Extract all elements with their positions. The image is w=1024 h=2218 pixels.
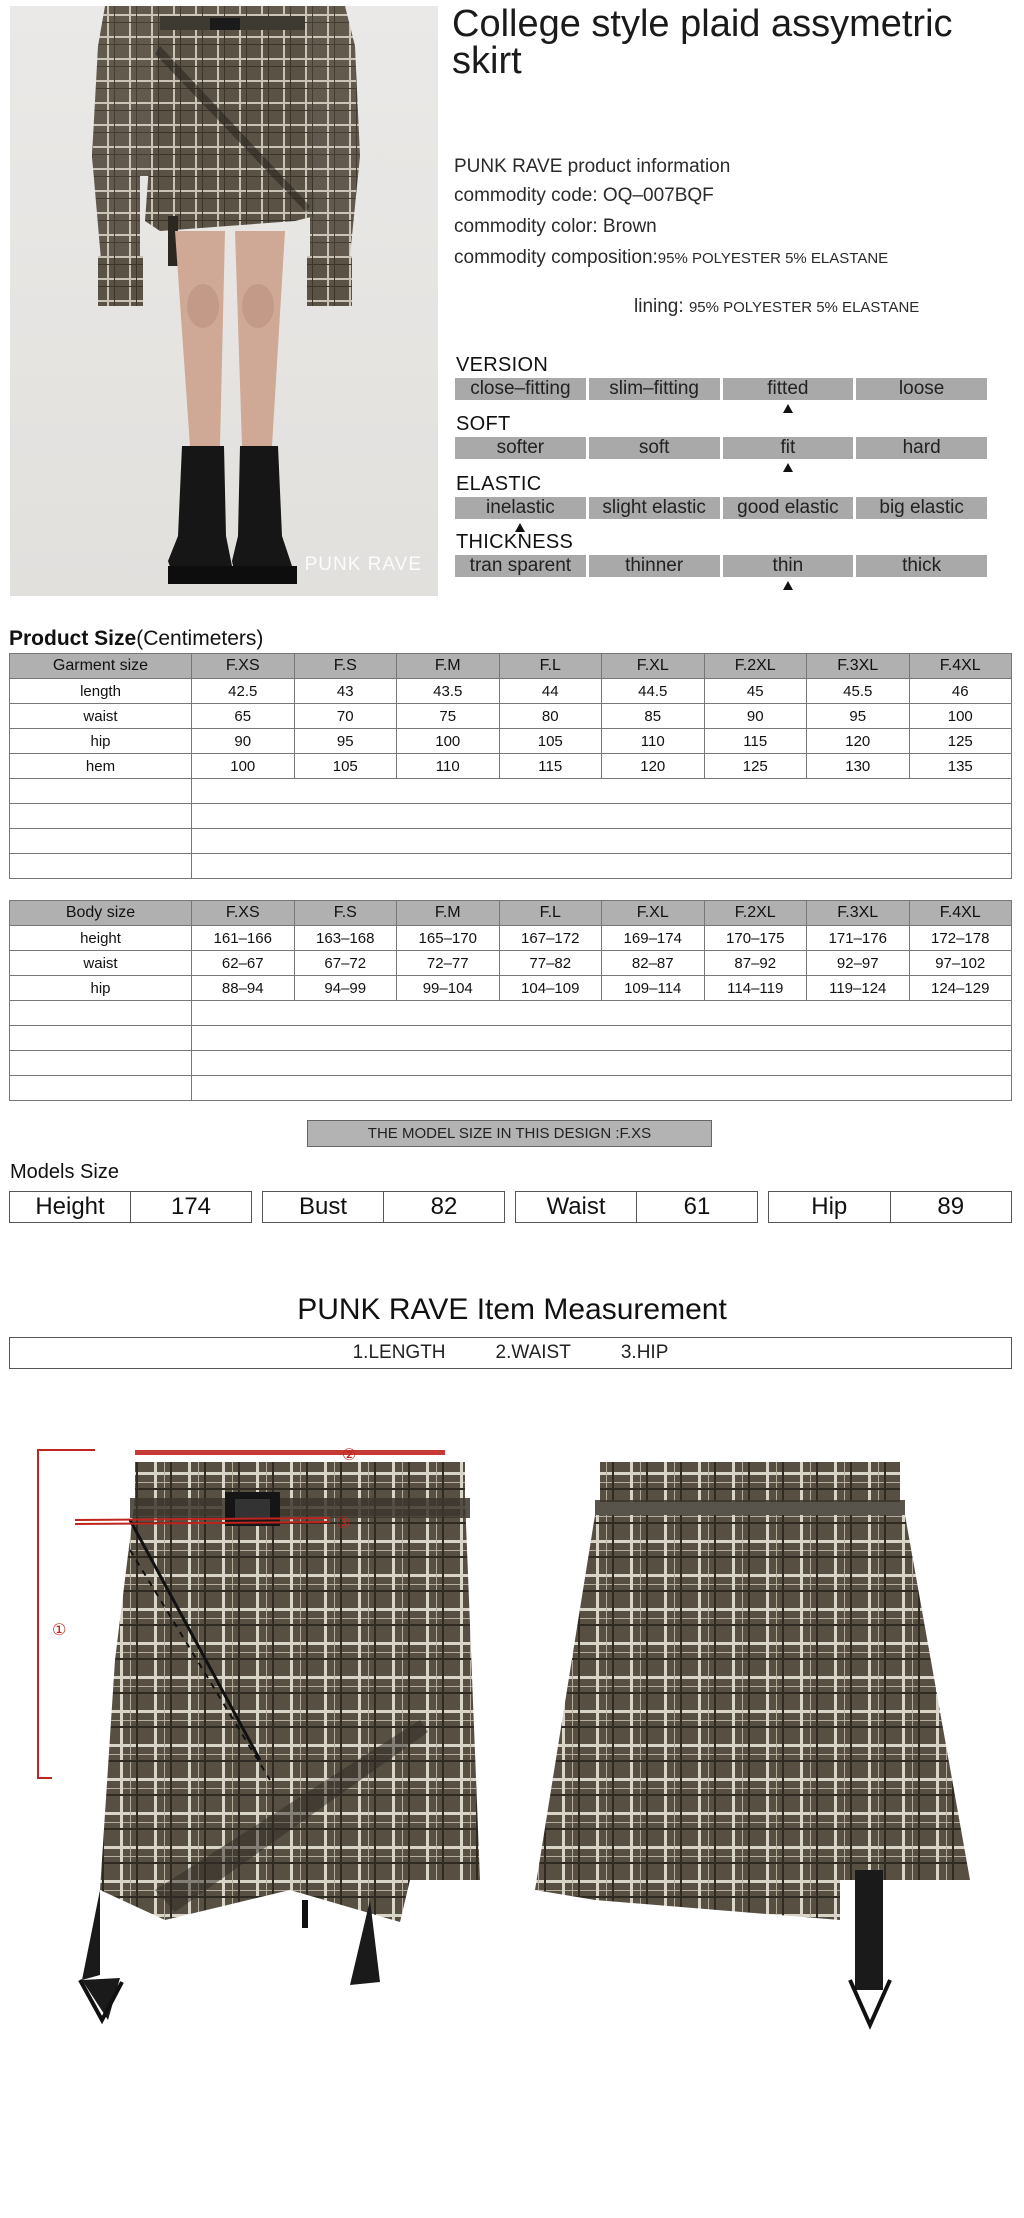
table-cell: 44: [499, 679, 602, 704]
model-hip-box: [768, 1191, 1012, 1223]
selected-marker-icon: [783, 404, 793, 413]
measurement-legend: [9, 1337, 1012, 1369]
feature-option: fit: [723, 437, 854, 459]
empty-table-row: [10, 1051, 1012, 1076]
table-cell: 165–170: [397, 926, 500, 951]
table-row: [10, 679, 1012, 704]
lining-value: 95% POLYESTER 5% ELASTANE: [688, 299, 920, 316]
skirt-drawings: [40, 1447, 1000, 2100]
table-cell: 62–67: [192, 951, 295, 976]
model-waist-label: Waist: [546, 1193, 606, 1220]
model-height-value: 174: [130, 1192, 251, 1222]
feature-option: good elastic: [723, 497, 854, 519]
table-cell: 67–72: [294, 951, 397, 976]
model-illustration: [10, 6, 438, 596]
feature-title-soft: SOFT: [456, 413, 511, 435]
product-size-unit: (Centimeters): [136, 627, 264, 650]
feature-option: thinner: [589, 555, 720, 577]
feature-option: slight elastic: [589, 497, 720, 519]
table-cell: 99–104: [397, 976, 500, 1001]
feature-option: close–fitting: [455, 378, 586, 400]
code-label: commodity code:: [454, 185, 598, 206]
skirt-back: [535, 1462, 970, 2025]
models-size-title: Models Size: [10, 1161, 119, 1183]
garment-size-table: [9, 653, 1012, 879]
table-header-cell: F.L: [499, 654, 602, 679]
marker-waist: ②: [342, 1447, 357, 1464]
table-header-cell: F.XL: [602, 654, 705, 679]
table-header-cell: F.2XL: [704, 901, 807, 926]
table-cell: 110: [602, 729, 705, 754]
table-cell: 125: [909, 729, 1012, 754]
table-cell: 115: [499, 754, 602, 779]
measurement-title: PUNK RAVE Item Measurement: [297, 1293, 727, 1326]
feature-title-elastic: ELASTIC: [456, 473, 542, 495]
commodity-code: [454, 185, 714, 207]
commodity-composition: [454, 247, 888, 269]
table-cell: 92–97: [807, 951, 910, 976]
table-cell: 43.5: [397, 679, 500, 704]
table-cell: 169–174: [602, 926, 705, 951]
table-row: [10, 926, 1012, 951]
table-cell: 77–82: [499, 951, 602, 976]
table-cell: 135: [909, 754, 1012, 779]
table-row: [10, 976, 1012, 1001]
table-cell: 82–87: [602, 951, 705, 976]
table-cell: 87–92: [704, 951, 807, 976]
table-cell: 70: [294, 704, 397, 729]
empty-cell: [10, 1026, 192, 1051]
table-cell: 88–94: [192, 976, 295, 1001]
table-cell: 120: [602, 754, 705, 779]
table-header-cell: F.M: [397, 654, 500, 679]
measurement-waist: 2.WAIST: [495, 1342, 571, 1363]
table-cell: 100: [397, 729, 500, 754]
empty-cell: [10, 854, 192, 879]
table-header-cell: F.XS: [192, 901, 295, 926]
table-header-cell: F.XS: [192, 654, 295, 679]
row-label: height: [10, 926, 192, 951]
empty-cell: [192, 779, 1012, 804]
color-label: commodity color:: [454, 216, 598, 237]
row-label: waist: [10, 704, 192, 729]
feature-scale-elastic: [455, 497, 987, 519]
feature-option: fitted: [723, 378, 854, 400]
row-label: waist: [10, 951, 192, 976]
skirt-measurement-illustration: [40, 1447, 1000, 2100]
feature-option: big elastic: [856, 497, 987, 519]
empty-cell: [10, 1051, 192, 1076]
model-height-label: Height: [35, 1193, 105, 1220]
info-heading: PUNK RAVE product information: [454, 156, 731, 177]
model-hip-value: 89: [890, 1192, 1012, 1222]
feature-option: tran sparent: [455, 555, 586, 577]
row-label: length: [10, 679, 192, 704]
table-cell: 109–114: [602, 976, 705, 1001]
model-bust-box: [262, 1191, 505, 1223]
model-bust-value: 82: [383, 1192, 504, 1222]
row-label: hip: [10, 976, 192, 1001]
feature-scale-version: [455, 378, 987, 400]
table-cell: 85: [602, 704, 705, 729]
feature-title-version: VERSION: [456, 354, 549, 376]
model-size-banner: THE MODEL SIZE IN THIS DESIGN :F.XS: [307, 1120, 712, 1147]
empty-cell: [192, 1026, 1012, 1051]
table-cell: 172–178: [909, 926, 1012, 951]
table-cell: 161–166: [192, 926, 295, 951]
table-cell: 42.5: [192, 679, 295, 704]
table-cell: 94–99: [294, 976, 397, 1001]
product-size-title: [9, 627, 263, 651]
empty-cell: [10, 779, 192, 804]
table-cell: 75: [397, 704, 500, 729]
table-cell: 72–77: [397, 951, 500, 976]
table-cell: 105: [294, 754, 397, 779]
empty-cell: [192, 804, 1012, 829]
feature-option: soft: [589, 437, 720, 459]
empty-table-row: [10, 1001, 1012, 1026]
model-waist-box: [515, 1191, 758, 1223]
feature-scale-soft: [455, 437, 987, 459]
feature-option: thin: [723, 555, 854, 577]
table-cell: 90: [192, 729, 295, 754]
table-row: [10, 704, 1012, 729]
model-bust-label: Bust: [298, 1193, 348, 1220]
model-waist-value: 61: [636, 1192, 757, 1222]
table-cell: 46: [909, 679, 1012, 704]
hero-photo: [10, 6, 438, 596]
table-row: [10, 754, 1012, 779]
table-cell: 44.5: [602, 679, 705, 704]
model-height-box: [9, 1191, 252, 1223]
empty-cell: [192, 829, 1012, 854]
table-cell: 45.5: [807, 679, 910, 704]
table-header-cell: F.M: [397, 901, 500, 926]
table-cell: 95: [807, 704, 910, 729]
table-header-cell: F.3XL: [807, 654, 910, 679]
feature-option: loose: [856, 378, 987, 400]
table-header-cell: F.4XL: [909, 654, 1012, 679]
selected-marker-icon: [783, 463, 793, 472]
composition-value: 95% POLYESTER 5% ELASTANE: [657, 250, 889, 267]
table-cell: 167–172: [499, 926, 602, 951]
empty-cell: [192, 1051, 1012, 1076]
row-label: hem: [10, 754, 192, 779]
product-title: College style plaid assymetric skirt: [452, 3, 953, 82]
code-value: OQ–007BQF: [602, 185, 714, 206]
table-header-cell: F.S: [294, 654, 397, 679]
table-header-cell: Garment size: [10, 654, 192, 679]
table-cell: 100: [192, 754, 295, 779]
table-cell: 170–175: [704, 926, 807, 951]
product-size-title-bold: Product Size: [9, 627, 137, 650]
color-value: Brown: [602, 216, 657, 237]
empty-table-row: [10, 1026, 1012, 1051]
table-cell: 90: [704, 704, 807, 729]
selected-marker-icon: [783, 581, 793, 590]
empty-cell: [192, 1076, 1012, 1101]
table-cell: 105: [499, 729, 602, 754]
empty-cell: [10, 1076, 192, 1101]
table-cell: 104–109: [499, 976, 602, 1001]
empty-table-row: [10, 829, 1012, 854]
feature-title-thickness: THICKNESS: [456, 531, 574, 553]
empty-cell: [10, 804, 192, 829]
table-row: [10, 729, 1012, 754]
table-cell: 163–168: [294, 926, 397, 951]
marker-length: ①: [52, 1622, 67, 1639]
table-header-cell: F.4XL: [909, 901, 1012, 926]
table-row: [10, 951, 1012, 976]
empty-table-row: [10, 804, 1012, 829]
table-cell: 171–176: [807, 926, 910, 951]
brand-watermark: PUNK RAVE: [304, 554, 422, 575]
table-cell: 100: [909, 704, 1012, 729]
commodity-color: [454, 216, 657, 238]
feature-option: inelastic: [455, 497, 586, 519]
marker-hip: ③: [336, 1515, 351, 1532]
empty-cell: [10, 1001, 192, 1026]
table-cell: 124–129: [909, 976, 1012, 1001]
table-header-cell: F.3XL: [807, 901, 910, 926]
model-hip-label: Hip: [811, 1193, 848, 1220]
row-label: hip: [10, 729, 192, 754]
empty-table-row: [10, 779, 1012, 804]
table-cell: 65: [192, 704, 295, 729]
feature-option: thick: [856, 555, 987, 577]
skirt-front: [80, 1462, 480, 2020]
measurement-length: 1.LENGTH: [352, 1342, 446, 1363]
empty-cell: [192, 854, 1012, 879]
empty-cell: [10, 829, 192, 854]
table-header-cell: F.S: [294, 901, 397, 926]
table-cell: 80: [499, 704, 602, 729]
table-cell: 120: [807, 729, 910, 754]
table-cell: 97–102: [909, 951, 1012, 976]
table-header-cell: F.2XL: [704, 654, 807, 679]
empty-cell: [192, 1001, 1012, 1026]
empty-table-row: [10, 854, 1012, 879]
table-cell: 119–124: [807, 976, 910, 1001]
table-cell: 130: [807, 754, 910, 779]
body-size-table: [9, 900, 1012, 1101]
feature-option: softer: [455, 437, 586, 459]
table-header-cell: F.XL: [602, 901, 705, 926]
table-header-row: [10, 654, 1012, 679]
composition-label: commodity composition:: [454, 247, 658, 268]
table-header-cell: Body size: [10, 901, 192, 926]
table-cell: 45: [704, 679, 807, 704]
feature-option: slim–fitting: [589, 378, 720, 400]
measurement-hip: 3.HIP: [620, 1342, 669, 1363]
feature-option: hard: [856, 437, 987, 459]
table-cell: 95: [294, 729, 397, 754]
feature-scale-thickness: [455, 555, 987, 577]
table-cell: 110: [397, 754, 500, 779]
empty-table-row: [10, 1076, 1012, 1101]
lining: [634, 296, 919, 318]
table-cell: 125: [704, 754, 807, 779]
table-header-row: [10, 901, 1012, 926]
table-header-cell: F.L: [499, 901, 602, 926]
table-cell: 115: [704, 729, 807, 754]
lining-label: lining:: [634, 296, 684, 317]
table-cell: 43: [294, 679, 397, 704]
table-cell: 114–119: [704, 976, 807, 1001]
